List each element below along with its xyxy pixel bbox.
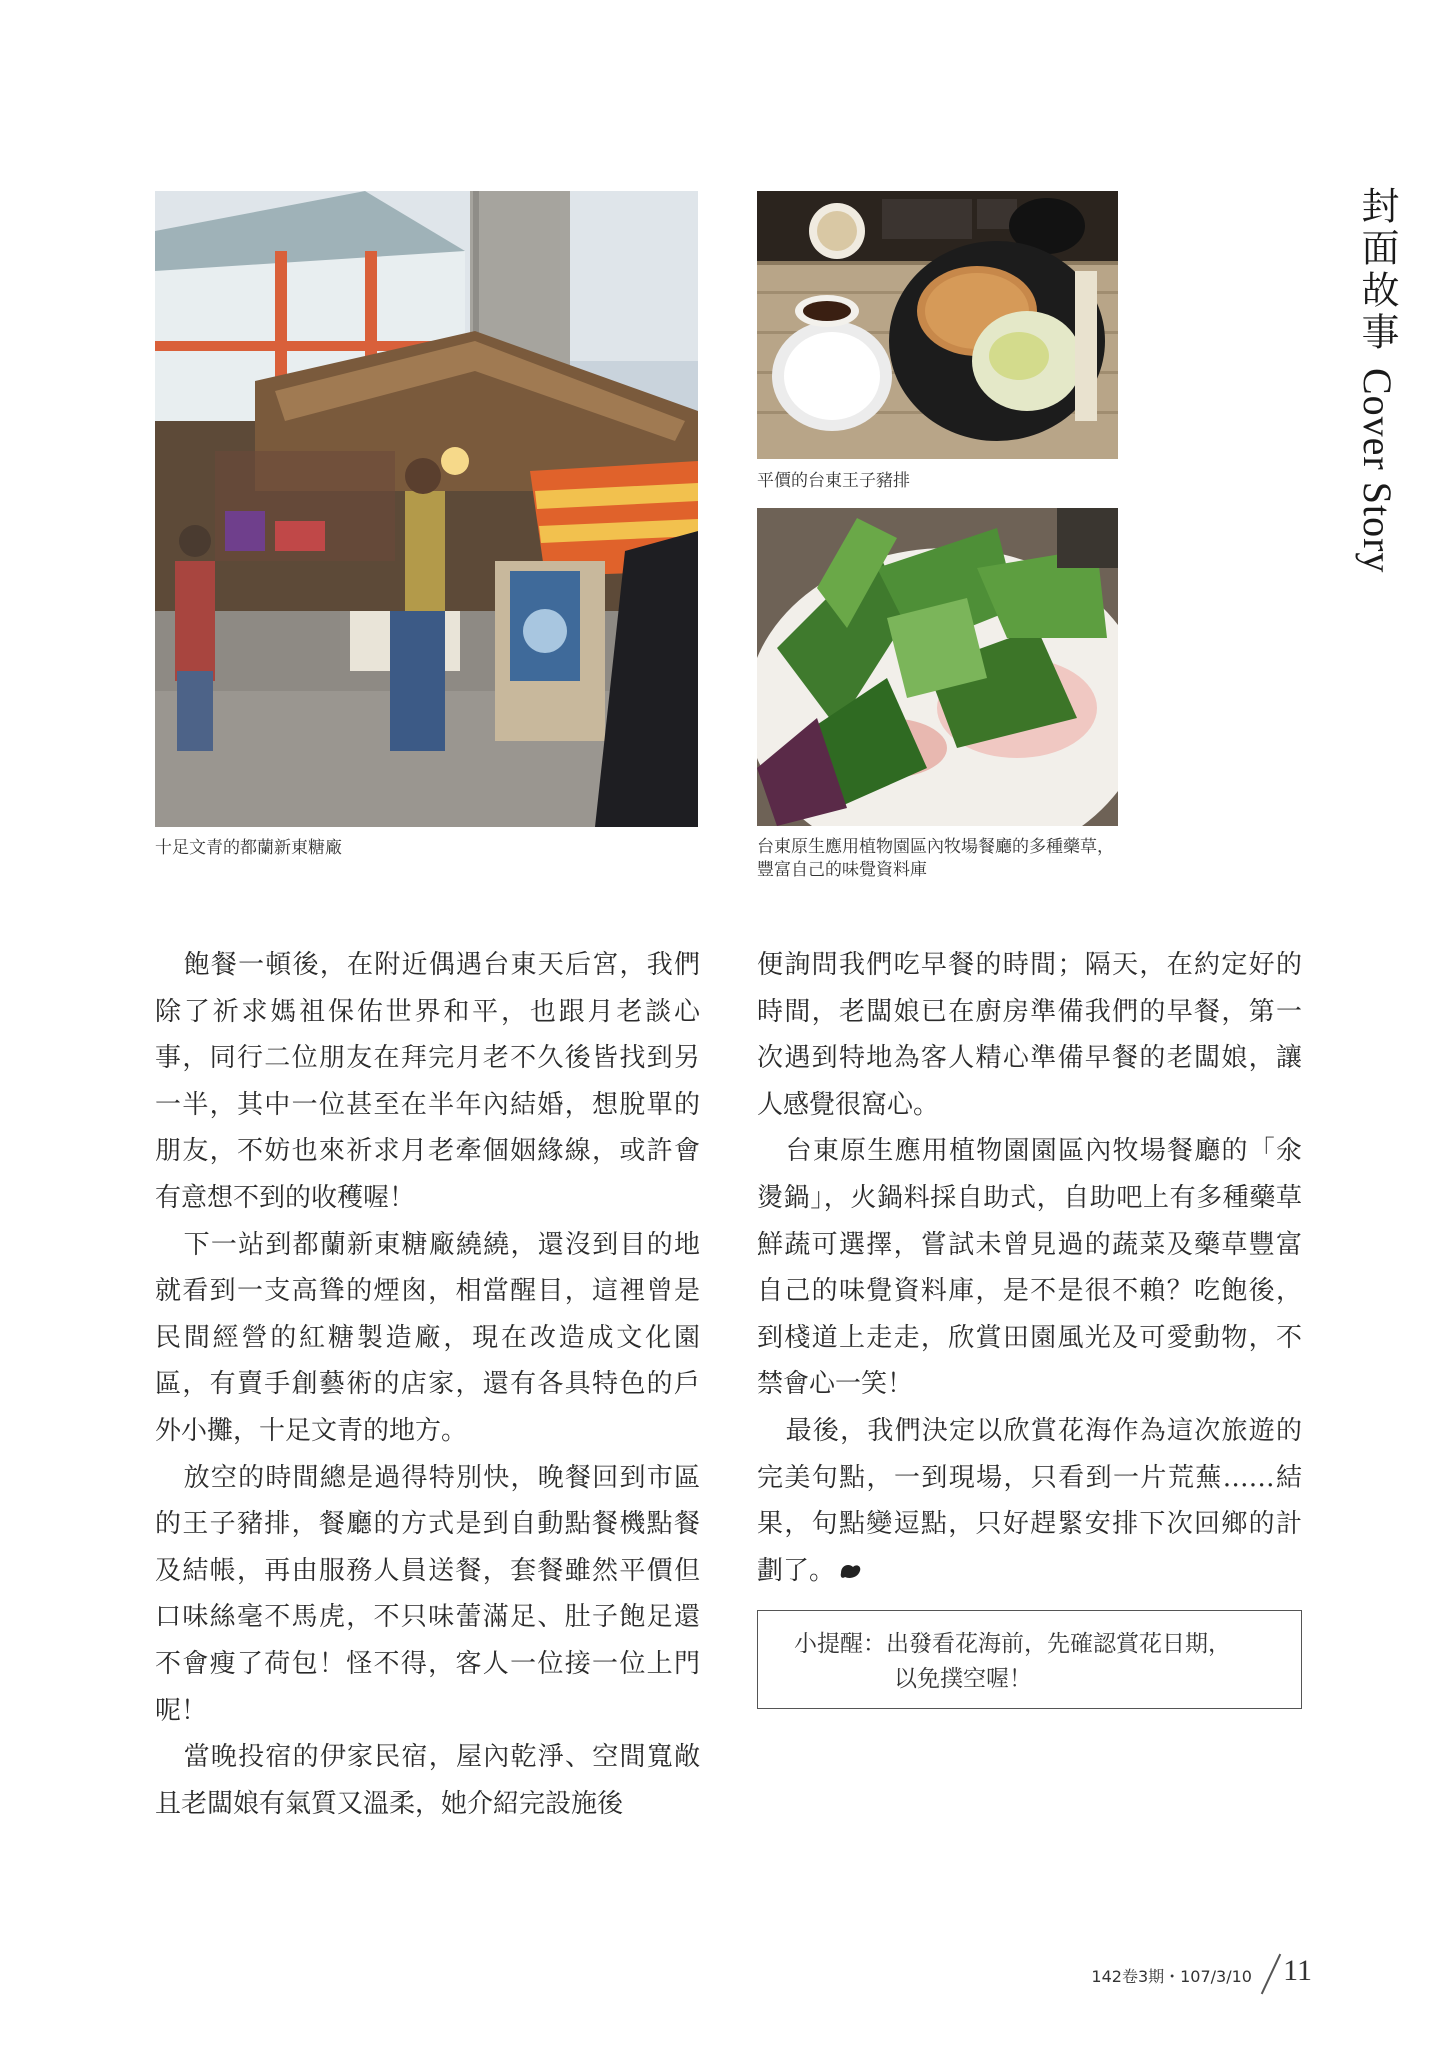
tip-line-1: 小提醒：出發看花海前，先確認賞花日期，: [794, 1631, 1231, 1657]
article-right-column: [757, 942, 1302, 1594]
herbs-photo: [757, 508, 1118, 826]
end-mark-icon: [839, 1561, 863, 1581]
paragraph: 台東原生應用植物園園區內牧場餐廳的「氽燙鍋」，火鍋料採自助式，自助吧上有多種藥草鮮蔬可選擇，嘗試未曾見過的蔬菜及藥草豐富自己的味覺資料庫，是不是很不賴？吃飽後，到棧道上走走，欣賞田園風光及可愛動物，不禁會心一笑！: [757, 1136, 1302, 1400]
paragraph: 放空的時間總是過得特別快，晚餐回到市區的王子豬排，餐廳的方式是到自動點餐機點餐及結帳，再由服務人員送餐，套餐雖然平價但口味絲毫不馬虎，不只味蕾滿足、肚子飽足還不會瘦了荷包！怪不得，客人一位接一位上門呢！: [155, 1462, 700, 1726]
pork-chop-caption: 平價的台東王子豬排: [757, 471, 910, 491]
tip-box: [757, 1610, 1302, 1709]
herbs-caption: 台東原生應用植物園區內牧場餐廳的多種藥草，豐富自己的味覺資料庫: [757, 837, 1114, 880]
paragraph-final: [757, 1408, 1302, 1594]
paragraph: 下一站到都蘭新東糖廠繞繞，還沒到目的地就看到一支高聳的煙囪，相當醒目，這裡曾是民間經營的紅糖製造廠，現在改造成文化園區，有賣手創藝術的店家，還有各具特色的戶外小攤，十足文青的地方。: [155, 1229, 700, 1446]
market-caption: 十足文青的都蘭新東糖廠: [155, 838, 342, 858]
section-label-zh: 封面故事: [1355, 186, 1399, 354]
section-label: [1352, 186, 1402, 573]
paragraph: 飽餐一頓後，在附近偶遇台東天后宮，我們除了祈求媽祖保佑世界和平，也跟月老談心事，同行二位朋友在拜完月老不久後皆找到另一半，其中一位甚至在半年內結婚，想脫單的朋友，不妨也來祈求月老牽個姻緣線，或許會有意想不到的收穫喔！: [155, 950, 700, 1213]
paragraph-final-text: 最後，我們決定以欣賞花海作為這次旅遊的完美句點，一到現場，只看到一片荒蕪……結果，句點變逗點，只好趕緊安排下次回鄉的計劃了。: [757, 1415, 1302, 1586]
paragraph: 便詢問我們吃早餐的時間；隔天，在約定好的時間，老闆娘已在廚房準備我們的早餐，第一次遇到特地為客人精心準備早餐的老闆娘，讓人感覺很窩心。: [757, 950, 1302, 1120]
section-label-en: Cover Story: [1355, 368, 1400, 574]
page-number: 11: [1283, 1954, 1312, 1987]
footer-divider: [1261, 1954, 1281, 1995]
page-footer: [1070, 1952, 1320, 2002]
issue-info: 142卷3期・107/3/10: [1091, 1967, 1252, 1986]
tip-line-2: 以免撲空喔！: [894, 1666, 1032, 1692]
paragraph: 當晚投宿的伊家民宿，屋內乾淨、空間寬敞且老闆娘有氣質又溫柔，她介紹完設施後: [155, 1742, 700, 1819]
article-left-column: [155, 942, 700, 1827]
market-photo: [155, 191, 698, 827]
pork-chop-photo: [757, 191, 1118, 459]
